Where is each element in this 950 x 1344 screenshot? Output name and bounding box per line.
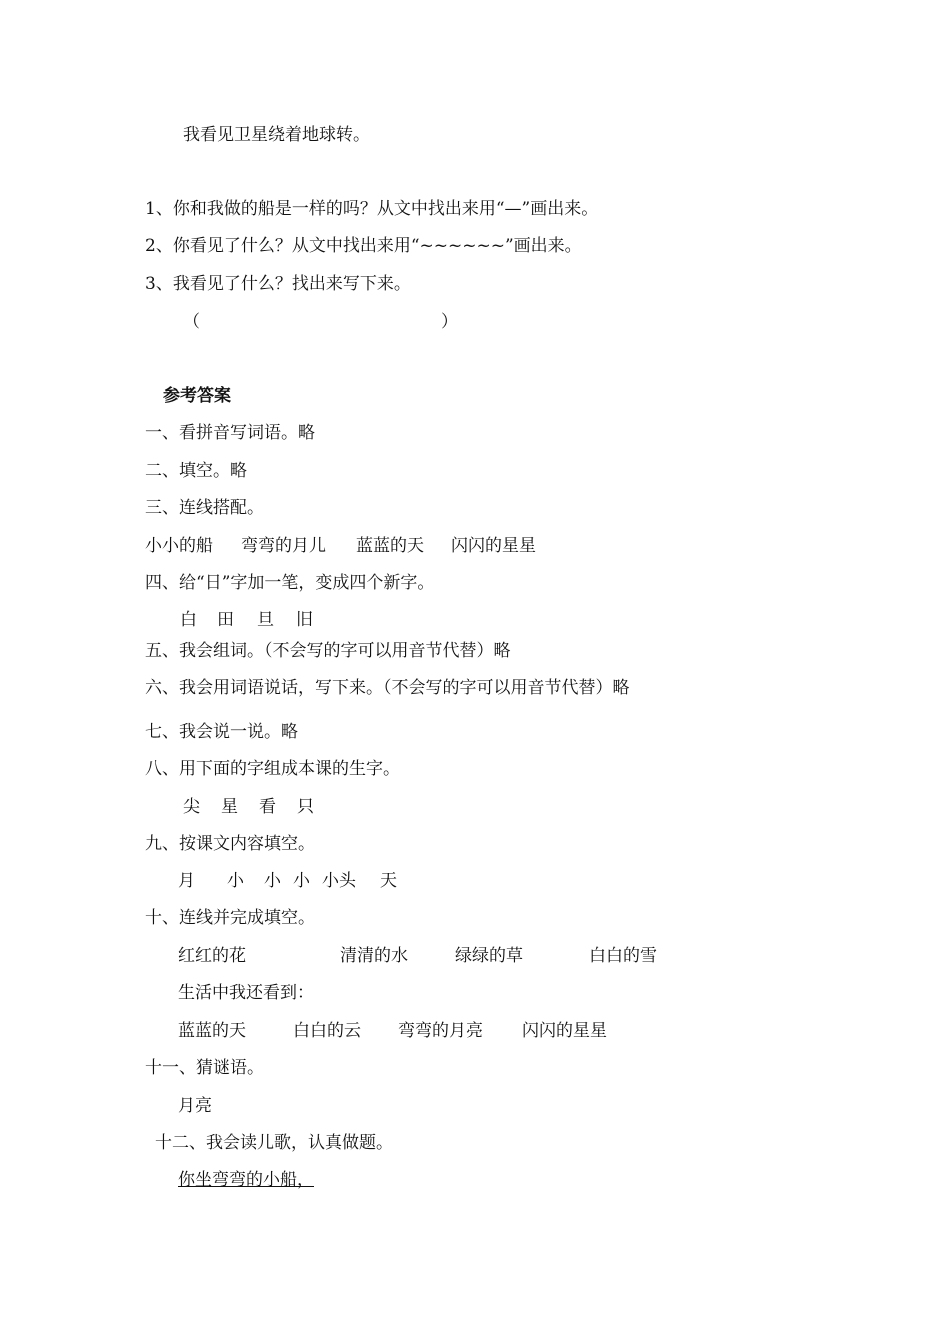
question-2: 2、你看见了什么？从文中找出来用“~~~~~~”画出来。 [145, 236, 582, 256]
answer-10-item: 绿绿的草 [455, 946, 523, 966]
answer-9: 九、按课文内容填空。 [145, 834, 315, 854]
answer-8-item: 看 [259, 797, 276, 817]
answer-9-item: 天 [380, 871, 397, 891]
answer-1: 一、看拼音写词语。略 [145, 423, 315, 443]
answer-6: 六、我会用词语说话，写下来。（不会写的字可以用音节代替）略 [145, 678, 630, 698]
answer-8-item: 尖 [183, 797, 200, 817]
answer-9-item: 月 [178, 871, 195, 891]
answer-8-item: 星 [221, 797, 238, 817]
answer-4-item: 白 [180, 610, 197, 630]
answer-3: 三、连线搭配。 [145, 498, 264, 518]
question-3: 3、我看见了什么？找出来写下来。 [145, 274, 411, 294]
answer-8: 八、用下面的字组成本课的生字。 [145, 759, 400, 779]
answer-10-more-item: 蓝蓝的天 [178, 1021, 246, 1041]
answer-3-item: 弯弯的月儿 [241, 536, 326, 556]
answer-10-subtitle: 生活中我还看到： [178, 983, 314, 1003]
answer-10-more-item: 弯弯的月亮 [398, 1021, 483, 1041]
answer-4-item: 旦 [257, 610, 274, 630]
answer-12-line: 你坐弯弯的小船， [178, 1170, 314, 1190]
answer-9-item: 小头 [322, 871, 356, 891]
answer-10-item: 清清的水 [340, 946, 408, 966]
answer-4-items [180, 609, 313, 719]
poem-line: 我看见卫星绕着地球转。 [183, 125, 370, 145]
answer-11-answer: 月亮 [178, 1096, 212, 1116]
answer-4-item: 田 [217, 610, 234, 630]
answer-10-more-item: 白白的云 [293, 1021, 361, 1041]
answer-9-item: 小 [293, 871, 310, 891]
answer-12: 十二、我会读儿歌，认真做题。 [155, 1133, 393, 1153]
answer-9-item: 小 [264, 871, 281, 891]
answer-10-item: 白白的雪 [589, 946, 657, 966]
answer-4-item: 旧 [296, 610, 313, 630]
answer-3-item: 蓝蓝的天 [356, 536, 424, 556]
answer-9-item: 小 [227, 871, 244, 891]
answer-5: 五、我会组词。（不会写的字可以用音节代替）略 [145, 641, 511, 661]
answer-3-item: 小小的船 [145, 536, 213, 556]
answer-11: 十一、猜谜语。 [145, 1058, 264, 1078]
question-3-close-paren: ） [441, 312, 458, 332]
question-1: 1、你和我做的船是一样的吗？从文中找出来用“—”画出来。 [145, 199, 599, 219]
answer-4: 四、给“日”字加一笔，变成四个新字。 [145, 573, 435, 593]
answer-3-item: 闪闪的星星 [451, 536, 536, 556]
answers-title: 参考答案 [163, 386, 231, 406]
answer-7: 七、我会说一说。略 [145, 722, 298, 742]
question-3-open-paren: （ [183, 312, 200, 332]
answer-10-item: 红红的花 [178, 946, 246, 966]
answer-2: 二、填空。略 [145, 461, 247, 481]
answer-10: 十、连线并完成填空。 [145, 908, 315, 928]
answer-10-more-item: 闪闪的星星 [522, 1021, 607, 1041]
answer-8-item: 只 [297, 797, 314, 817]
